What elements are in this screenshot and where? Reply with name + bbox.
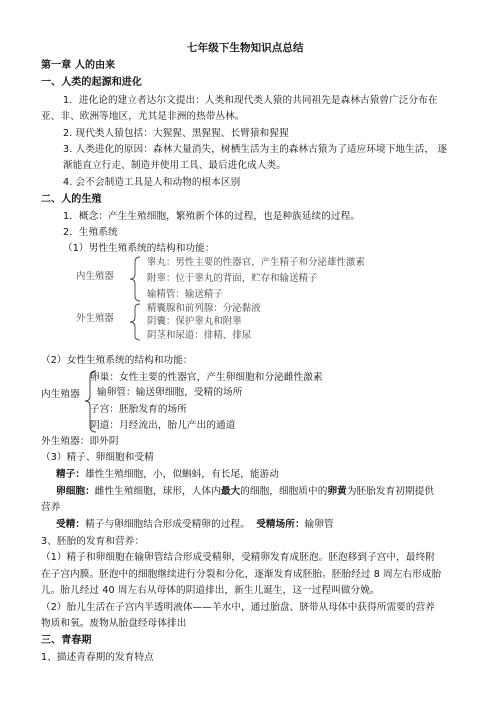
fertilization-place: 输卵管 [304, 519, 334, 530]
s1-paragraph-4: 4. 会不会制造工具是人和动物的根本区别 [63, 177, 241, 188]
development-p1c: 儿。胎儿经过 40 周左右从母体的阴道排出，新生儿诞生，这一过程叫做分娩。 [41, 585, 380, 596]
s2-paragraph-2: 2．生殖系统 [63, 227, 118, 238]
s1-paragraph-1b: 亚、非、欧洲等地区，尤其是非洲的热带丛林。 [41, 111, 245, 122]
male-outer-item-3: 阴茎和尿道：排精、排尿 [147, 330, 252, 341]
s2-paragraph-1: 1．概念：产生生殖细胞，繁殖新个体的过程，也是种族延续的过程。 [63, 211, 361, 222]
section-3-heading: 三、青春期 [41, 635, 92, 646]
male-inner-brace [128, 256, 142, 302]
sperm-label: 精子： [56, 469, 86, 480]
section-2-heading: 二、人的生殖 [41, 194, 102, 205]
sperm-egg-heading: （3）精子、卵细胞和受精 [41, 452, 154, 463]
development-p1b: 在子宫内膜。胚泡中的细胞继续进行分裂和分化，逐渐发育成胚胎。胚胎经过 8 周左右形成胎 [41, 569, 442, 580]
s1-paragraph-2: 2. 现代类人猿包括：大猩猩、黑猩猩、长臂猿和猩猩 [63, 128, 289, 139]
egg-text-1: 雌性生殖细胞，球形，人体内 [94, 486, 221, 497]
s1-paragraph-3a: 3. 人类进化的原因：森林大量消失，树栖生活为主的森林古猿为了适应环境下地生活， 逐 [63, 144, 448, 155]
chapter-1-heading: 第一章 人的由来 [41, 60, 116, 71]
egg-line [56, 486, 434, 498]
female-item-uterus: 子宫：胚胎发育的场所 [90, 404, 187, 415]
section-1-heading: 一、人类的起源和进化 [41, 77, 142, 88]
egg-label: 卵细胞： [56, 486, 95, 497]
s1-paragraph-1a: 1．进化论的建立者达尔文提出：人类和现代类人猿的共同祖先是森林古猿曾广泛分布在 [63, 95, 438, 106]
doc-title: 七年级下生物知识点总结 [187, 42, 304, 54]
s3-paragraph-1: 1、描述青春期的发育特点 [41, 652, 154, 663]
male-outer-item-1: 精囊腺和前列腺：分泌黏液 [147, 303, 261, 314]
male-outer-label: 外生殖器 [76, 313, 114, 324]
development-p1a: （1）精子和卵细胞在输卵管结合形成受精卵，受精卵发育成胚泡。胚泡移到子宫中，最终附 [41, 552, 435, 563]
fertilization-place-label: 受精场所： [256, 519, 305, 530]
female-inner-label: 内生殖器 [41, 389, 80, 400]
development-p2a: （2）胎儿生活在子宫内半透明液体——羊水中，通过胎盘、脐带从母体中获得所需要的营养 [41, 602, 435, 613]
male-inner-item-3: 输精管：输送精子 [147, 289, 223, 300]
male-system-heading: （1）男性生殖系统的结构和功能： [63, 243, 215, 254]
sperm-text: 雄性生殖细胞，小，似蝌蚪，有长尾，能游动 [85, 469, 279, 480]
female-item-vagina: 阴道：月经流出，胎儿产出的通道 [90, 420, 236, 431]
female-outer-text: 外生殖器：即外阴 [41, 436, 119, 447]
female-item-ovary: 卵巢：女性主要的性器官，产生卵细胞和分泌雌性激素 [90, 372, 323, 383]
female-system-heading: （2）女性生殖系统的结构和功能： [41, 355, 193, 366]
male-outer-brace [128, 303, 142, 341]
egg-bold-1: 最大 [220, 486, 241, 497]
male-inner-label: 内生殖器 [76, 271, 114, 282]
male-inner-item-2: 附睾：位于睾丸的背面，贮存和输送精子 [147, 273, 318, 284]
egg-text-3: 为胚胎发育初期提供 [346, 486, 435, 497]
male-inner-item-1: 睾丸：男性主要的性器官，产生精子和分泌雄性激素 [147, 257, 365, 268]
fertilization-label: 受精： [56, 519, 86, 530]
development-heading: 3、胚胎的发育和营养： [41, 536, 145, 547]
female-item-oviduct: 输卵管：输送卵细胞，受精的场所 [97, 387, 243, 398]
development-p2b: 物质和氧。废物从胎盘经母体排出 [41, 618, 187, 629]
egg-bold-2: 卵黄 [327, 486, 347, 497]
male-outer-item-2: 阴囊：保护睾丸和附睾 [147, 316, 242, 327]
fertilization-line [56, 519, 334, 531]
egg-text-2: 的细胞，细胞质中的 [240, 486, 328, 497]
fertilization-text: 精子与卵细胞结合形成受精卵的过程。 [85, 519, 250, 530]
s1-paragraph-3b: 渐能直立行走、制造并使用工具、最后进化成人类。 [63, 160, 286, 171]
sperm-line [56, 469, 279, 481]
egg-continuation: 营养 [41, 502, 61, 513]
